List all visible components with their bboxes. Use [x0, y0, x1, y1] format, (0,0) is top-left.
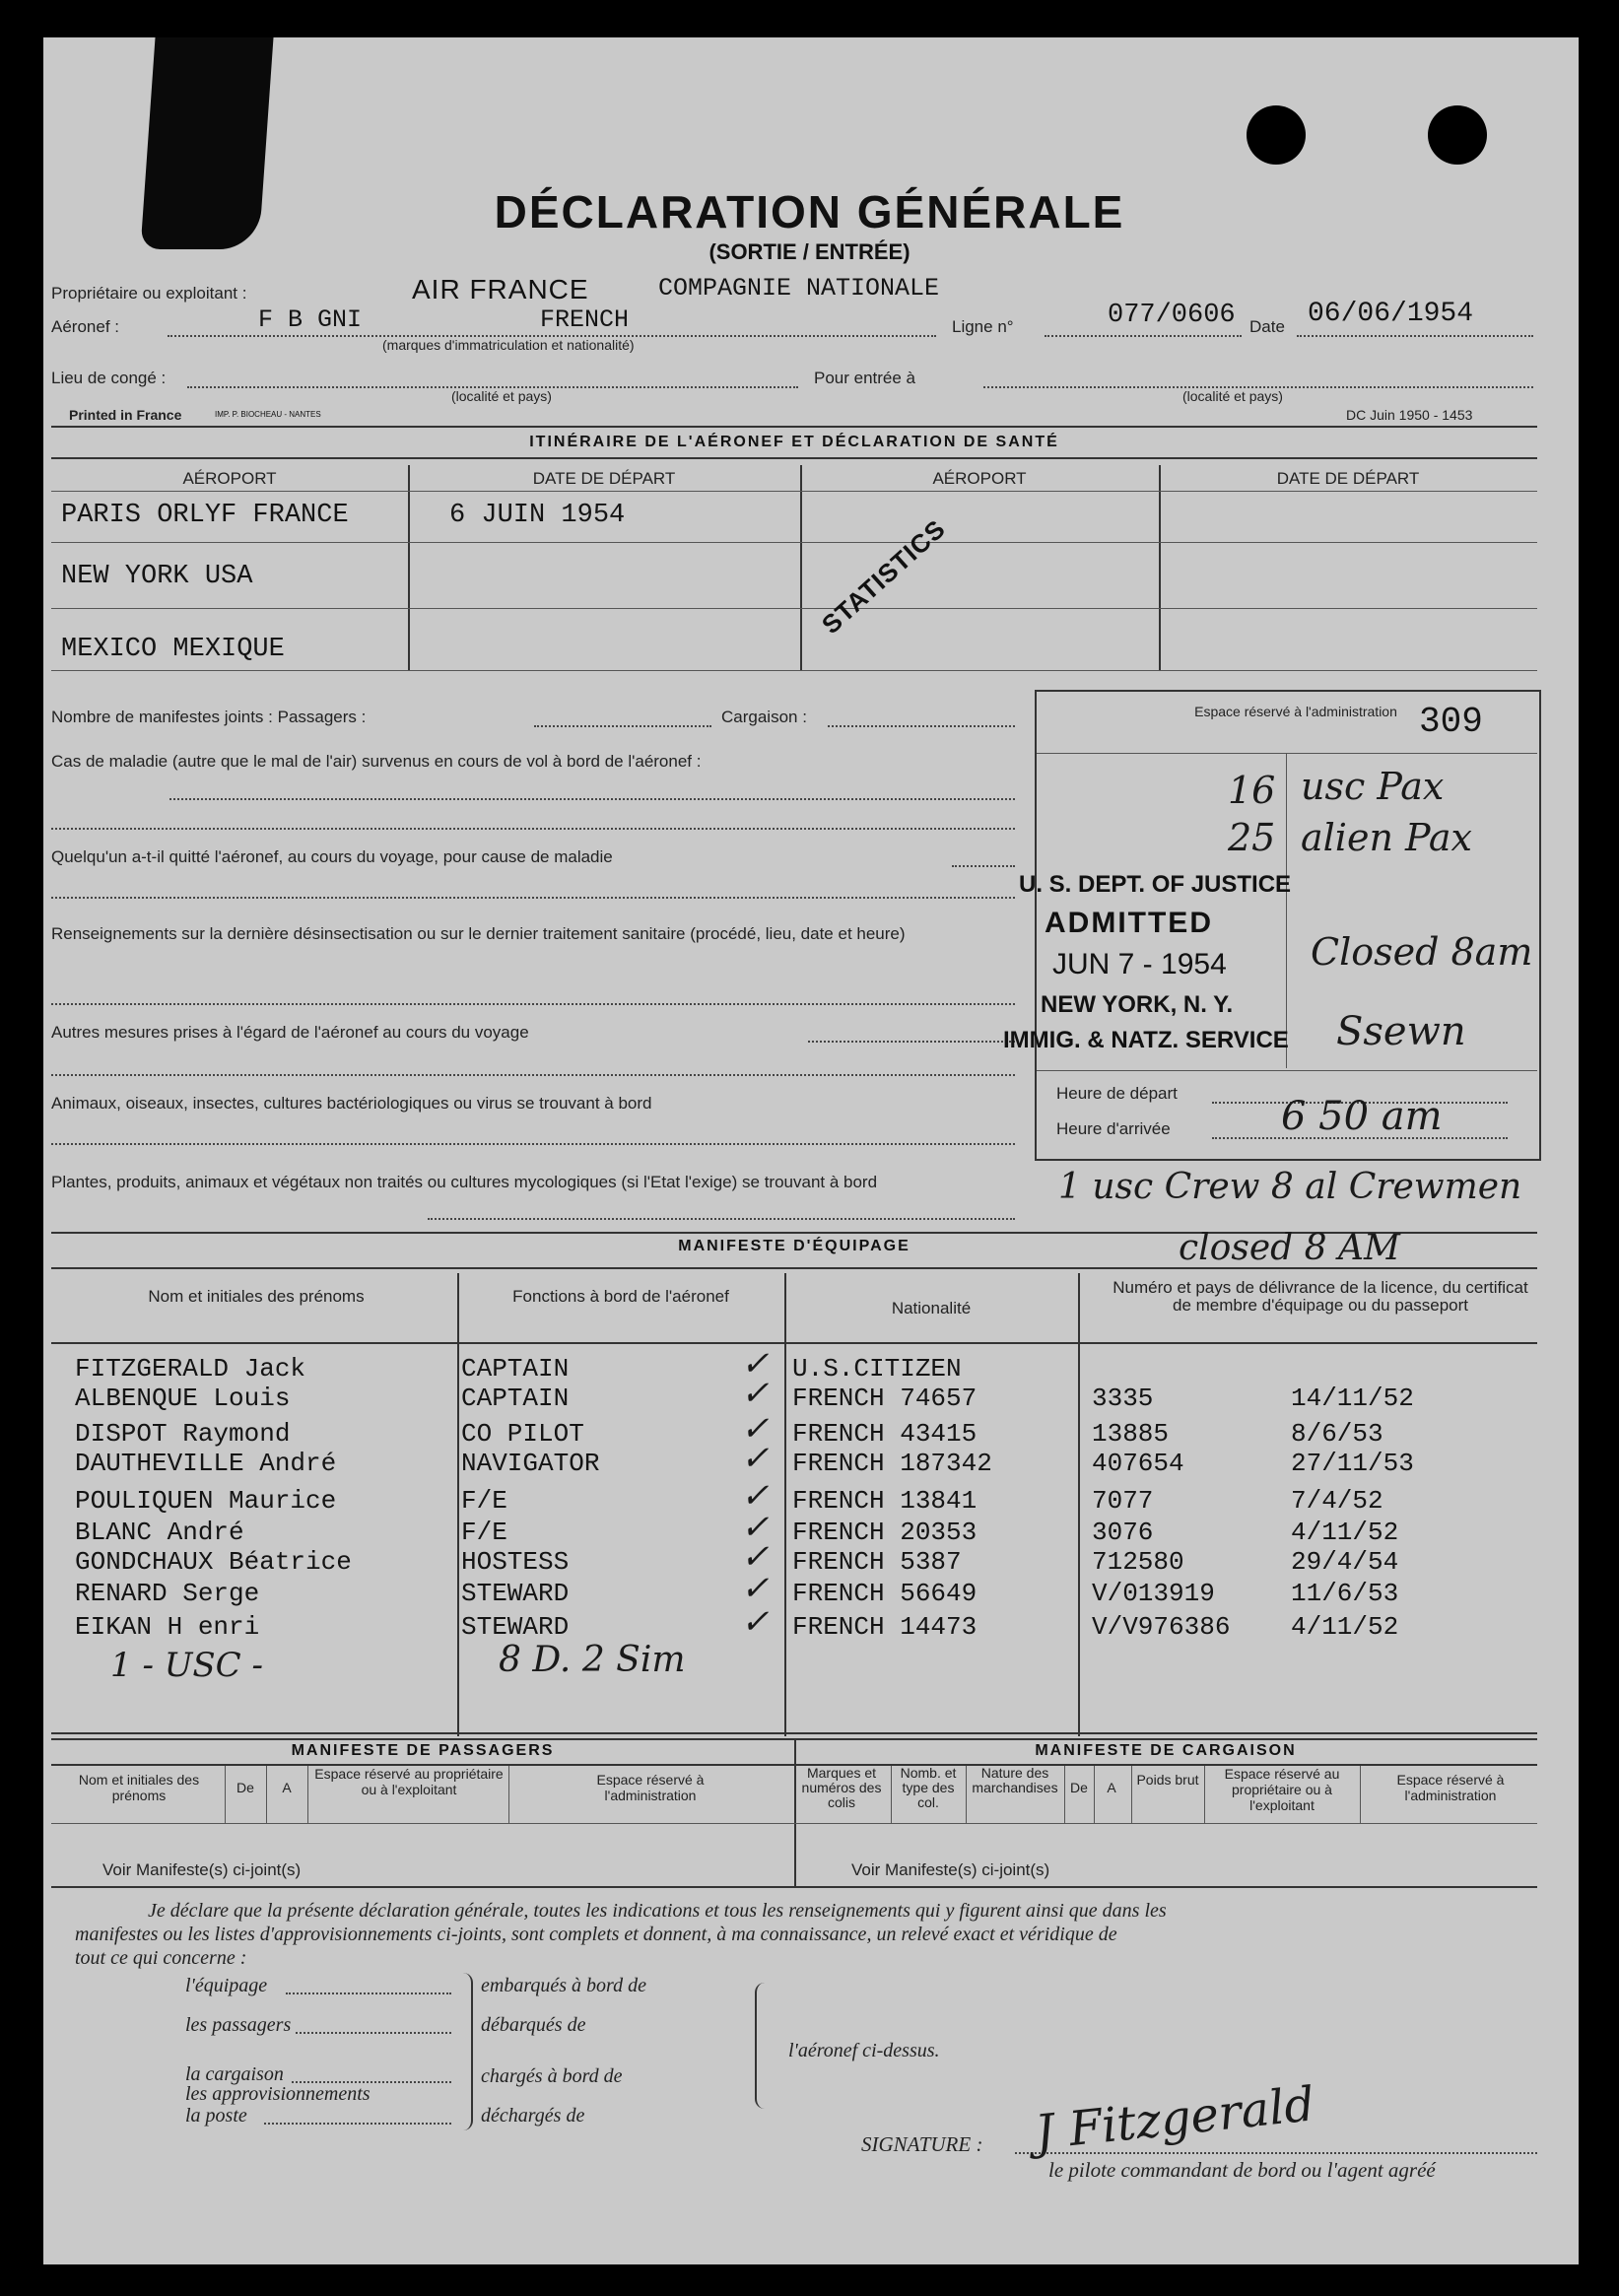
crew-note: 1 usc Crew 8 al Crewmen	[1058, 1167, 1522, 1207]
crew-nationality: U.S.CITIZEN	[792, 1354, 962, 1384]
crew-name: RENARD Serge	[75, 1579, 260, 1608]
crew-function: F/E	[461, 1518, 507, 1547]
quitte-label: Quelqu'un a-t-il quitté l'aéronef, au cours du voyage, pour cause de maladie	[51, 847, 613, 866]
form-title: DÉCLARATION GÉNÉRALE	[494, 186, 1125, 237]
cargo-col-marques: Marques et numéros des colis	[801, 1765, 882, 1810]
crew-license-number: 7077	[1092, 1486, 1154, 1516]
pass-col-espace-prop: Espace réservé au propriétaire ou à l'exploitant	[314, 1766, 504, 1797]
itinerary-title: ITINÉRAIRE DE L'AÉRONEF ET DÉCLARATION DE SANTÉ	[529, 434, 1059, 450]
pass-col-a: A	[282, 1780, 292, 1795]
immigration-stamp-line5: IMMIG. & NATZ. SERVICE	[1003, 1027, 1289, 1053]
heure-depart-label: Heure de départ	[1056, 1084, 1178, 1103]
animaux-label: Animaux, oiseaux, insectes, cultures bactériologiques ou virus se trouvant à bord	[51, 1094, 652, 1113]
crew-function: HOSTESS	[461, 1547, 570, 1577]
itinerary-airport-2: NEW YORK USA	[61, 562, 253, 591]
check-mark-icon: ✓	[741, 1602, 770, 1642]
imprimerie-label: IMP. P. BIOCHEAU - NANTES	[215, 410, 321, 419]
pass-col-name: Nom et initiales des prénoms	[78, 1772, 200, 1803]
crew-function: CO PILOT	[461, 1419, 584, 1449]
crew-function: STEWARD	[461, 1612, 570, 1642]
cargo-voir-manifeste: Voir Manifeste(s) ci-joint(s)	[851, 1860, 1050, 1879]
check-mark-icon: ✓	[741, 1476, 770, 1516]
crew-license-number: 712580	[1092, 1547, 1184, 1577]
crew-nationality: FRENCH 56649	[792, 1579, 978, 1608]
crew-name: DISPOT Raymond	[75, 1419, 291, 1449]
crew-license-date: 29/4/54	[1291, 1547, 1399, 1577]
aeronef-nationality: FRENCH	[540, 305, 630, 334]
crew-section-title: MANIFESTE D'ÉQUIPAGE	[678, 1238, 911, 1254]
heure-arrivee-label: Heure d'arrivée	[1056, 1119, 1171, 1138]
crew-license-number: V/013919	[1092, 1579, 1215, 1608]
admin-note-2: alien Pax	[1301, 816, 1472, 859]
localite-caption-1: (localité et pays)	[451, 388, 552, 404]
signature: J Fitzgerald	[1032, 2076, 1317, 2161]
autres-label: Autres mesures prises à l'égard de l'aéronef au cours du voyage	[51, 1023, 529, 1042]
decl-cargaison: la cargaison	[185, 2063, 284, 2085]
crew-total-left: 1 - USC -	[110, 1646, 263, 1685]
check-mark-icon: ✓	[741, 1439, 770, 1478]
crew-col-name: Nom et initiales des prénoms	[148, 1287, 365, 1306]
crew-function: NAVIGATOR	[461, 1449, 600, 1478]
cargaison-label: Cargaison :	[721, 708, 807, 726]
col-date-1: DATE DE DÉPART	[532, 469, 676, 488]
proprietaire-value2: COMPAGNIE NATIONALE	[658, 274, 940, 303]
crew-col-function: Fonctions à bord de l'aéronef	[512, 1287, 729, 1306]
ligne-label: Ligne n°	[952, 317, 1014, 336]
itinerary-airport-3: MEXICO MEXIQUE	[61, 635, 285, 664]
passengers-section-title: MANIFESTE DE PASSAGERS	[291, 1742, 555, 1759]
cargo-col-nature: Nature des marchandises	[972, 1765, 1058, 1795]
crew-nationality: FRENCH 5387	[792, 1547, 962, 1577]
signature-label: SIGNATURE :	[861, 2132, 983, 2156]
crew-function: STEWARD	[461, 1579, 570, 1608]
crew-nationality: FRENCH 20353	[792, 1518, 978, 1547]
immigration-stamp-line1: U. S. DEPT. OF JUSTICE	[1019, 871, 1292, 898]
admin-count-2: 25	[1228, 816, 1276, 859]
crew-function: F/E	[461, 1486, 507, 1516]
cargo-col-de: De	[1070, 1780, 1088, 1795]
decl-aeronef-ci-dessus: l'aéronef ci-dessus.	[788, 2040, 940, 2061]
manifestes-label: Nombre de manifestes joints : Passagers :	[51, 708, 367, 726]
crew-col-license: Numéro et pays de délivrance de la licence, du certificat de membre d'équipage ou du passeport	[1113, 1278, 1528, 1315]
crew-license-number: 3335	[1092, 1384, 1154, 1413]
cargo-col-espace-admin: Espace réservé à l'administration	[1396, 1772, 1505, 1803]
maladie-label: Cas de maladie (autre que le mal de l'air) survenus en cours de vol à bord de l'aéronef :	[51, 752, 702, 771]
form-number: DC Juin 1950 - 1453	[1346, 407, 1473, 423]
crew-nationality: FRENCH 43415	[792, 1419, 978, 1449]
check-mark-icon: ✓	[741, 1409, 770, 1449]
crew-name: DAUTHEVILLE André	[75, 1449, 337, 1478]
admin-closed-note: Closed 8am	[1311, 930, 1533, 974]
decl-charges: chargés à bord de	[481, 2065, 623, 2087]
cargo-col-nombre: Nomb. et type des col.	[900, 1765, 957, 1810]
heure-arrivee-value: 6 50 am	[1281, 1094, 1443, 1139]
itinerary-date-1: 6 JUIN 1954	[449, 501, 626, 530]
pour-entree-label: Pour entrée à	[814, 369, 916, 387]
decl-debarques: débarqués de	[481, 2014, 586, 2036]
crew-total-right: 8 D. 2 Sim	[499, 1640, 686, 1680]
decl-poste: la poste	[185, 2105, 247, 2127]
admin-number: 309	[1419, 702, 1483, 742]
admin-count-1: 16	[1228, 769, 1276, 812]
crew-nationality: FRENCH 187342	[792, 1449, 992, 1478]
localite-caption-2: (localité et pays)	[1182, 388, 1283, 404]
crew-license-date: 4/11/52	[1291, 1518, 1399, 1547]
lieu-label: Lieu de congé :	[51, 369, 167, 387]
crew-name: ALBENQUE Louis	[75, 1384, 291, 1413]
decl-passagers: les passagers	[185, 2014, 292, 2036]
check-mark-icon: ✓	[741, 1569, 770, 1608]
decl-brace-right	[755, 1983, 769, 2109]
decl-equipage: l'équipage	[185, 1975, 268, 1996]
col-airport-1: AÉROPORT	[182, 469, 277, 488]
declaration-line-1: Je déclare que la présente déclaration générale, toutes les indications et tous les renseignements qui y figurent ainsi que dans les	[148, 1900, 1167, 1922]
immigration-stamp-line3: JUN 7 - 1954	[1052, 948, 1227, 980]
crew-function: CAPTAIN	[461, 1354, 570, 1384]
crew-license-number: 3076	[1092, 1518, 1154, 1547]
check-mark-icon: ✓	[741, 1537, 770, 1577]
declaration-line-3: tout ce qui concerne :	[75, 1947, 247, 1969]
check-mark-icon: ✓	[741, 1344, 770, 1384]
crew-license-number: V/V976386	[1092, 1612, 1231, 1642]
proprietaire-value: AIR FRANCE	[412, 274, 589, 304]
crew-license-number: 407654	[1092, 1449, 1184, 1478]
check-mark-icon: ✓	[741, 1374, 770, 1413]
crew-function: CAPTAIN	[461, 1384, 570, 1413]
crew-name: EIKAN H enri	[75, 1612, 260, 1642]
punch-hole-right	[1428, 105, 1487, 165]
admin-initials: Ssewn	[1336, 1009, 1466, 1054]
proprietaire-label: Propriétaire ou exploitant :	[51, 284, 247, 303]
decl-decharges: déchargés de	[481, 2105, 585, 2127]
cargo-section-title: MANIFESTE DE CARGAISON	[1035, 1742, 1297, 1759]
crew-nationality: FRENCH 13841	[792, 1486, 978, 1516]
signature-caption: le pilote commandant de bord ou l'agent agréé	[1048, 2158, 1436, 2182]
declaration-line-2: manifestes ou les listes d'approvisionnements ci-joints, sont complets et donnent, à ma connaissance, un relevé exact et véridique de	[75, 1924, 1117, 1945]
punch-hole-left	[1247, 105, 1306, 165]
statistics-stamp: STATISTICS	[815, 513, 952, 641]
crew-nationality: FRENCH 74657	[792, 1384, 978, 1413]
plantes-label: Plantes, produits, animaux et végétaux non traités ou cultures mycologiques (si l'Etat l'exige) se trouvant à bord	[51, 1173, 878, 1191]
crew-name: BLANC André	[75, 1518, 244, 1547]
col-date-2: DATE DE DÉPART	[1276, 469, 1420, 488]
cargo-col-a: A	[1107, 1780, 1116, 1795]
crew-closed-note: closed 8 AM	[1179, 1228, 1400, 1268]
ligne-value: 077/0606	[1108, 301, 1236, 330]
pass-col-espace-admin: Espace réservé à l'administration	[596, 1772, 705, 1803]
crew-col-nationality: Nationalité	[891, 1299, 972, 1317]
decl-brace-left	[459, 1973, 473, 2130]
pass-col-de: De	[236, 1780, 254, 1795]
cargo-col-poids: Poids brut	[1136, 1772, 1199, 1788]
crew-license-date: 14/11/52	[1291, 1384, 1414, 1413]
date-value: 06/06/1954	[1308, 299, 1474, 329]
pass-voir-manifeste: Voir Manifeste(s) ci-joint(s)	[102, 1860, 302, 1879]
crew-license-date: 27/11/53	[1291, 1449, 1414, 1478]
crew-license-date: 8/6/53	[1291, 1419, 1383, 1449]
crew-license-date: 7/4/52	[1291, 1486, 1383, 1516]
immigration-stamp-line4: NEW YORK, N. Y.	[1041, 991, 1234, 1018]
marques-caption: (marques d'immatriculation et nationalité)	[382, 337, 635, 353]
cargo-col-espace-prop: Espace réservé au propriétaire ou à l'exploitant	[1224, 1766, 1340, 1813]
crew-license-number: 13885	[1092, 1419, 1170, 1449]
decl-approvisionnements: les approvisionnements	[185, 2083, 371, 2105]
crew-license-date: 11/6/53	[1291, 1579, 1399, 1608]
aeronef-marks: F B GNI	[258, 305, 363, 334]
aeronef-label: Aéronef :	[51, 317, 119, 336]
crew-name: GONDCHAUX Béatrice	[75, 1547, 352, 1577]
decl-embarques: embarqués à bord de	[481, 1975, 646, 1996]
espace-admin-label: Espace réservé à l'administration	[1194, 704, 1397, 719]
admin-note-1: usc Pax	[1301, 765, 1445, 808]
check-mark-icon: ✓	[741, 1508, 770, 1547]
printed-in-label: Printed in France	[69, 407, 182, 423]
desinsect-label: Renseignements sur la dernière désinsectisation ou sur le dernier traitement sanitaire (procédé, lieu, date et heure)	[51, 924, 906, 943]
crew-name: POULIQUEN Maurice	[75, 1486, 337, 1516]
col-airport-2: AÉROPORT	[932, 469, 1027, 488]
itinerary-airport-1: PARIS ORLYF FRANCE	[61, 501, 349, 530]
crew-name: FITZGERALD Jack	[75, 1354, 306, 1384]
crew-license-date: 4/11/52	[1291, 1612, 1399, 1642]
date-label: Date	[1249, 317, 1285, 336]
form-subtitle: (SORTIE / ENTRÉE)	[708, 239, 911, 264]
immigration-stamp-line2: ADMITTED	[1045, 907, 1213, 939]
crew-nationality: FRENCH 14473	[792, 1612, 978, 1642]
